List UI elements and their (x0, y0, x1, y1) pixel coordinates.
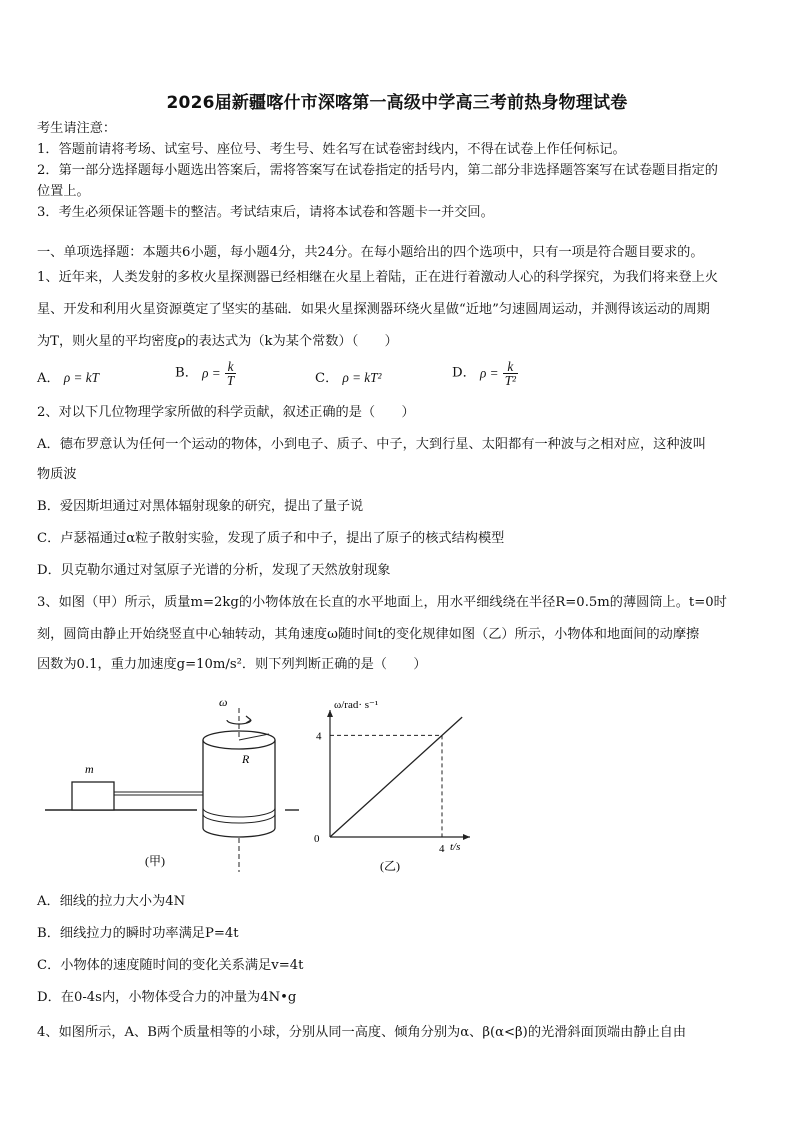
caption-left: (甲) (145, 854, 165, 868)
q1-option-b-denominator: T (226, 373, 235, 388)
q1-stem-line-2: 星、开发和利用火星资源奠定了坚实的基础．如果火星探测器环绕火星做“近地”匀速圆周运动，并测得该运动的周期 (37, 302, 710, 317)
origin-label: 0 (314, 833, 320, 845)
q1-option-b-fraction (225, 360, 236, 387)
q1-option-a (37, 369, 99, 388)
y-axis-arrow (327, 710, 333, 717)
q3-option-b: B．细线拉力的瞬时功率满足P=4t (37, 926, 239, 941)
q1-option-d-denominator: T² (504, 373, 516, 388)
q3-stem-line-2: 刻，圆筒由静止开始绕竖直中心轴转动，其角速度ω随时间t的变化规律如图（乙）所示，小物体和地面间的动摩擦 (37, 627, 700, 642)
q1-option-b-label: B． (175, 365, 198, 381)
q1-option-d-fraction (503, 360, 518, 387)
q3-option-c: C．小物体的速度随时间的变化关系满足v=4t (37, 958, 304, 973)
mass-block (72, 782, 114, 810)
notice-item-2: 2．第一部分选择题每小题选出答案后，需将答案写在试卷指定的括号内，第二部分非选择题答案写在试卷题目指定的 (37, 163, 718, 178)
omega-label: ω (219, 695, 228, 709)
x-axis-label: t/s (450, 841, 461, 853)
q1-option-c (315, 369, 381, 388)
q2-option-c: C．卢瑟福通过α粒子散射实验，发现了质子和中子，提出了原子的核式结构模型 (37, 531, 505, 546)
q2-stem: 2、对以下几位物理学家所做的科学贡献，叙述正确的是（ ） (37, 405, 415, 420)
q1-option-c-label: C． (315, 371, 339, 386)
q2-option-d: D．贝克勒尔通过对氢原子光谱的分析，发现了天然放射现象 (37, 563, 391, 578)
y-tick-label: 4 (316, 730, 322, 743)
q1-option-d (452, 360, 518, 387)
q2-option-a-line-1: A．德布罗意认为任何一个运动的物体，小到电子、质子、中子，大到行星、太阳都有一种波与之相对应，这种波叫 (37, 437, 706, 452)
q1-option-b-numerator: k (225, 360, 236, 374)
q4-stem: 4、如图所示，A、B两个质量相等的小球，分别从同一高度、倾角分别为α、β(α<β)的光滑斜面顶端由静止自由 (37, 1025, 687, 1040)
q3-stem-line-3: 因数为0.1，重力加速度g=10m/s²．则下列判断正确的是（ ） (37, 657, 427, 672)
omega-time-chart (300, 692, 485, 877)
q2-option-a-line-2: 物质波 (37, 467, 77, 482)
q1-stem-line-1: 1、近年来，人类发射的多枚火星探测器已经相继在火星上着陆，正在进行着激动人心的科学探究，为我们将来登上火 (37, 270, 718, 285)
page-title: 2026届新疆喀什市深喀第一高级中学高三考前热身物理试卷 (166, 93, 628, 113)
apparatus-figure (37, 690, 337, 875)
notice-item-1: 1．答题前请将考场、试室号、座位号、考生号、姓名写在试卷密封线内，不得在试卷上作任何标记。 (37, 142, 626, 157)
q3-option-a: A．细线的拉力大小为4N (37, 894, 186, 909)
radius-label: R (242, 752, 250, 766)
notice-item-3: 3．考生必须保证答题卡的整洁。考试结束后，请将本试卷和答题卡一并交回。 (37, 205, 494, 220)
x-axis-arrow (463, 834, 470, 840)
q2-option-b: B．爱因斯坦通过对黑体辐射现象的研究，提出了量子说 (37, 499, 364, 514)
q1-option-b-lhs: ρ = (202, 365, 221, 381)
x-tick-label: 4 (439, 843, 445, 855)
q1-stem-line-3: 为T，则火星的平均密度ρ的表达式为（k为某个常数）（ ） (37, 334, 398, 349)
caption-right: (乙) (380, 859, 400, 873)
section-heading: 一、单项选择题：本题共6小题，每小题4分，共24分。在每小题给出的四个选项中，只有一项是符合题目要求的。 (37, 245, 704, 260)
notice-heading: 考生请注意： (37, 121, 117, 136)
cylinder-body (203, 740, 275, 837)
q1-option-a-expr: ρ = kT (63, 370, 99, 385)
q1-option-d-label: D． (452, 365, 476, 381)
q3-option-d: D．在0-4s内，小物体受合力的冲量为4N•g (37, 990, 297, 1005)
y-axis-label: ω/rad· s⁻¹ (334, 699, 379, 711)
q1-option-c-expr: ρ = kT² (342, 370, 382, 385)
q1-option-a-label: A． (37, 371, 60, 386)
q3-stem-line-1: 3、如图（甲）所示，质量m=2kg的小物体放在长直的水平地面上，用水平细线绕在半径R=0.5m的薄圆筒上。t=0时 (37, 595, 727, 610)
mass-label: m (85, 762, 94, 776)
notice-item-2-cont: 位置上。 (37, 184, 90, 199)
q1-option-d-lhs: ρ = (479, 365, 499, 381)
q1-option-b (175, 360, 236, 387)
q1-option-d-numerator: k (503, 360, 518, 374)
